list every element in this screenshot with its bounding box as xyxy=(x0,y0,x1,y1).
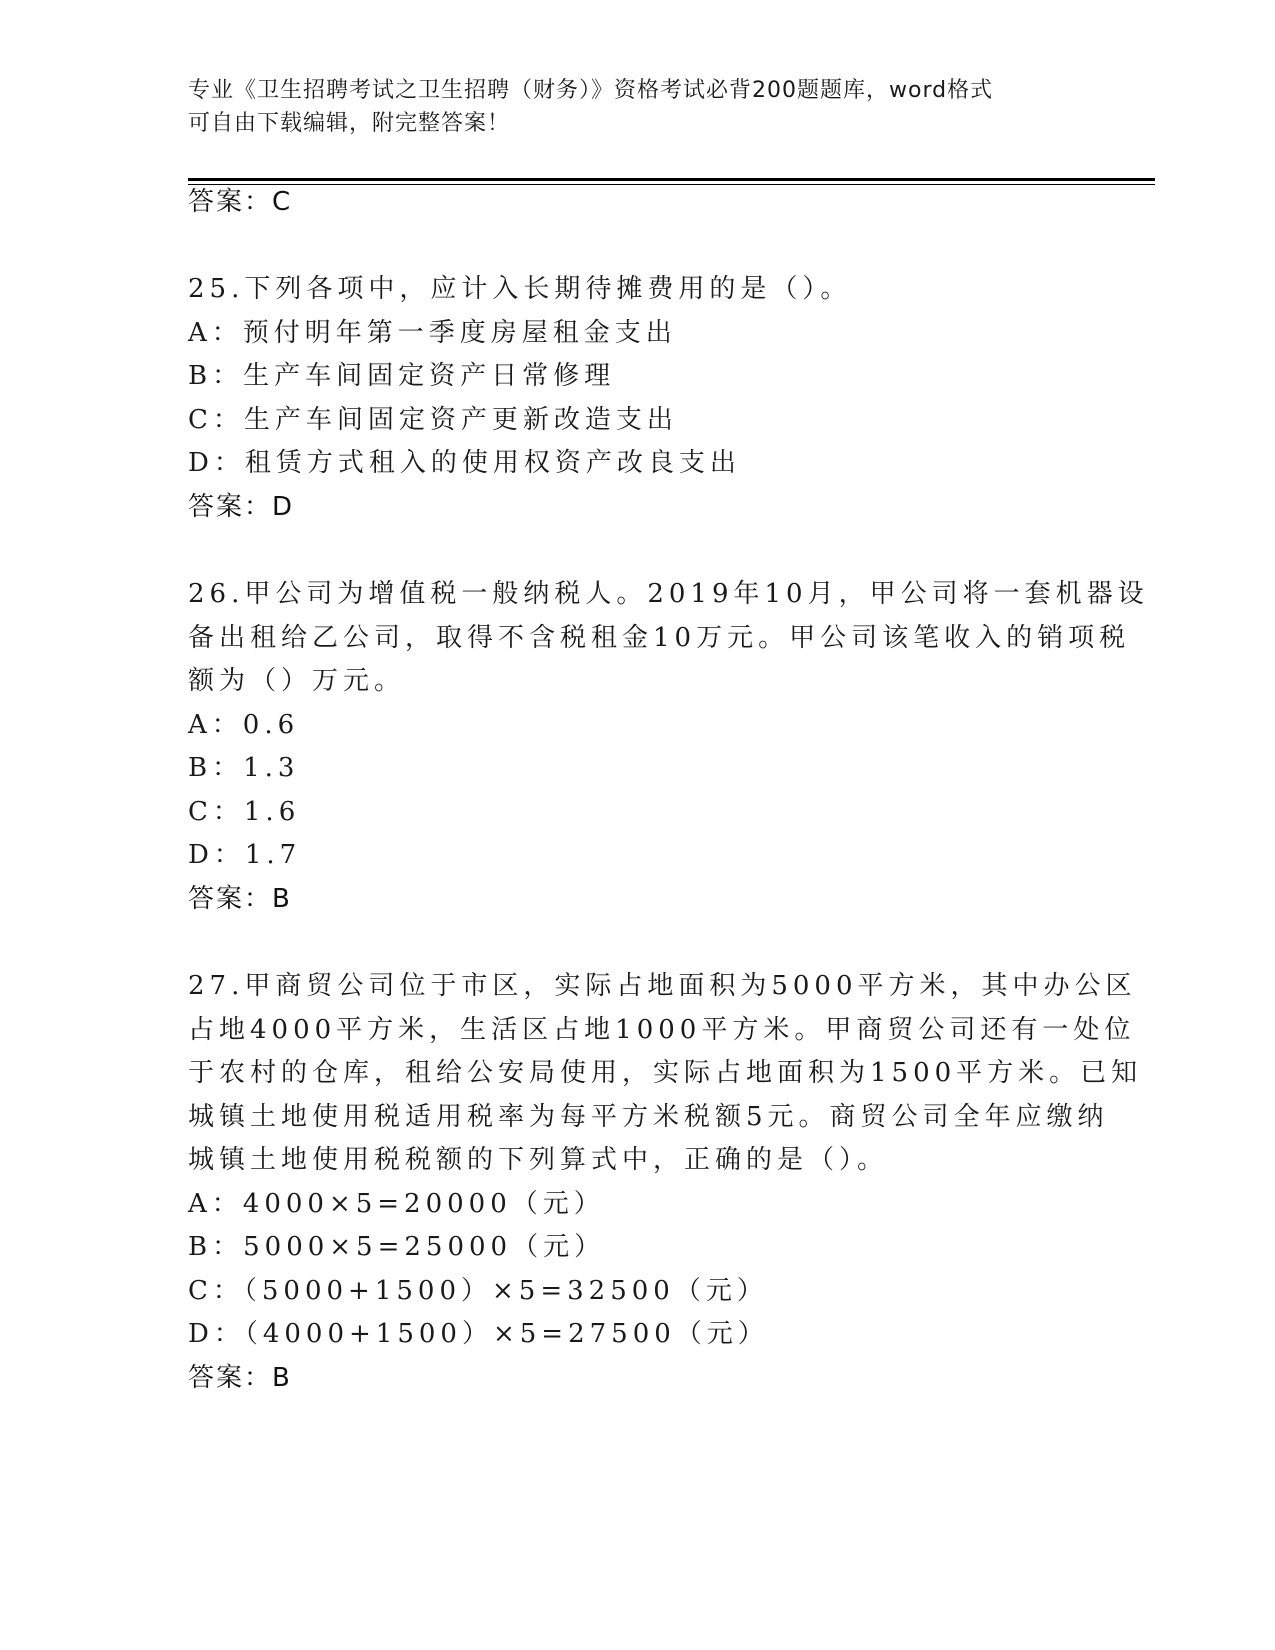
header-line-2: 可自由下载编辑，附完整答案！ xyxy=(188,111,511,136)
question-26-option-a: A：0.6 xyxy=(188,710,300,740)
question-26-option-d: D：1.7 xyxy=(188,840,302,870)
question-26-option-b: B：1.3 xyxy=(188,753,300,783)
question-27-option-d: D：（4000+1500）×5=27500（元） xyxy=(188,1319,769,1349)
header-rule-thick xyxy=(188,178,1155,181)
question-26-answer: 答案：B xyxy=(188,884,292,914)
question-27-answer: 答案：B xyxy=(188,1363,292,1393)
question-26-stem-line-3: 额为（）万元。 xyxy=(188,666,406,696)
question-27-option-a: A：4000×5=20000（元） xyxy=(188,1189,605,1219)
question-27-stem-line-5: 城镇土地使用税税额的下列算式中，正确的是（）。 xyxy=(188,1145,889,1175)
question-27-option-b: B：5000×5=25000（元） xyxy=(188,1232,606,1262)
header-rule-thin xyxy=(188,184,1155,185)
previous-answer: 答案：C xyxy=(188,187,293,217)
question-26-stem-line-2: 备出租给乙公司，取得不含税租金10万元。甲公司该笔收入的销项税 xyxy=(188,623,1131,653)
question-25-option-d: D：租赁方式租入的使用权资产改良支出 xyxy=(188,448,741,478)
question-26-stem-line-1: 26.甲公司为增值税一般纳税人。2019年10月，甲公司将一套机器设 xyxy=(188,579,1149,609)
question-27-stem-line-2: 占地4000平方米，生活区占地1000平方米。甲商贸公司还有一处位 xyxy=(188,1015,1136,1045)
question-25-answer: 答案：D xyxy=(188,492,295,522)
header-line-1: 专业《卫生招聘考试之卫生招聘（财务）》资格考试必背200题题库，word格式 xyxy=(188,78,994,103)
question-27-stem-line-3: 于农村的仓库，租给公安局使用，实际占地面积为1500平方米。已知 xyxy=(188,1058,1143,1088)
question-27-stem-line-4: 城镇土地使用税适用税率为每平方米税额5元。商贸公司全年应缴纳 xyxy=(188,1102,1109,1132)
question-26-option-c: C：1.6 xyxy=(188,797,301,827)
question-25-option-a: A：预付明年第一季度房屋租金支出 xyxy=(188,318,677,348)
question-25-stem: 25.下列各项中，应计入长期待摊费用的是（）。 xyxy=(188,274,852,304)
document-header xyxy=(188,74,1088,140)
question-27-stem-line-1: 27.甲商贸公司位于市区，实际占地面积为5000平方米，其中办公区 xyxy=(188,971,1137,1001)
question-25-option-b: B：生产车间固定资产日常修理 xyxy=(188,361,616,391)
question-27-option-c: C：（5000+1500）×5=32500（元） xyxy=(188,1276,768,1306)
question-25-option-c: C：生产车间固定资产更新改造支出 xyxy=(188,405,678,435)
